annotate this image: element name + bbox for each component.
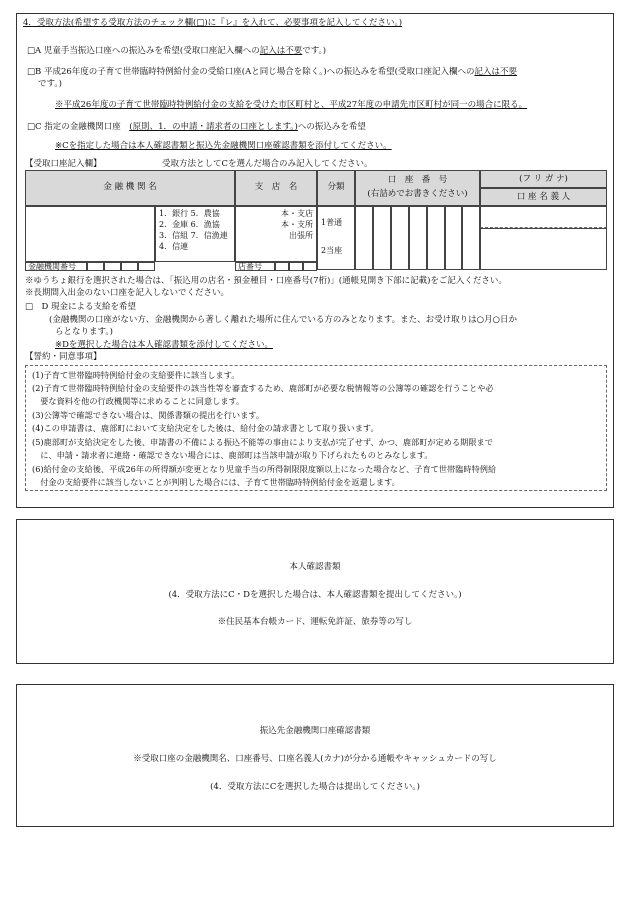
- receipt-method-section: [16, 13, 614, 508]
- header-branch: 支 店 名: [235, 170, 317, 206]
- bank-docs-line1: ※受取口座の金融機関名、口座番号、口座名義人(カナ)が分かる通帳やキャッシュカードの写し: [133, 754, 497, 764]
- option-d-line2: らとなります。): [55, 327, 113, 337]
- option-b-cont: です。): [38, 79, 62, 89]
- bank-code-label: 金融機関番号: [25, 262, 87, 271]
- option-a[interactable]: □A 児童手当振込口座への振込みを希望(受取口座記入欄への記入は不要です。): [27, 46, 327, 56]
- option-c[interactable]: □C 指定の金融機関口座 (原則、1．の申請・請求者の口座とします。)への振込みを希望: [27, 122, 366, 132]
- acct-digit-6[interactable]: [445, 206, 462, 270]
- acct-digit-5[interactable]: [427, 206, 445, 270]
- holder-input[interactable]: [480, 228, 607, 270]
- consent-item: (6)給付金の支給後、平成26年の所得額が変更となり児童手当の所得制限限度額以上になった場合など、子育て世帯臨時特例給: [32, 464, 497, 474]
- header-type: 分類: [317, 170, 355, 206]
- option-b-note: ※平成26年度の子育て世帯臨時特例給付金の支給を受けた市区町村と、平成27年度の申請先市区町村が同一の場合に限る。: [55, 100, 528, 110]
- header-holder: 口 座 名 義 人: [480, 188, 607, 206]
- consent-title: 【誓約・同意事項】: [25, 352, 102, 362]
- bank-code-3[interactable]: [121, 262, 138, 271]
- acct-digit-1[interactable]: [355, 206, 373, 270]
- option-d[interactable]: □ D 現金による支給を希望: [25, 302, 137, 312]
- consent-item: (1)子育て世帯臨時特例給付金の支給要件に該当します。: [32, 370, 240, 380]
- consent-item: に、申請・請求者に連絡・確認できない場合には、鹿部町は当該申請が取り下げられたものとみなします。: [32, 450, 433, 460]
- bank-name-input[interactable]: [25, 206, 155, 262]
- consent-item: (3)公簿等で確認できない場合は、関係書類の提出を行います。: [32, 410, 265, 420]
- section-title: 4．受取方法(希望する受取方法のチェック欄(□)に『レ』を入れて、必要事項を記入してください。): [23, 18, 403, 28]
- consent-item: (2)子育て世帯臨時特例給付金の支給要件の該当性等を審査するため、鹿部町が必要な税情報等の公簿等の確認を行うことや必: [32, 383, 494, 393]
- id-docs-line2: ※住民基本台帳カード、運転免許証、旅券等の写し: [217, 617, 413, 627]
- id-docs-title: 本人確認書類: [289, 562, 341, 572]
- option-b[interactable]: □B 平成26年度の子育て世帯臨時特例給付金の受給口座(Aと同じ場合を除く。)への振込みを希望(受取口座記入欄への記入は不要: [27, 67, 517, 77]
- long-term-note: ※長期間入出金のない口座を記入しないでください。: [25, 288, 230, 298]
- option-d-note: ※Dを選択した場合は本人確認書類を添付してください。: [55, 340, 273, 350]
- account-subtitle: 受取方法としてCを選んだ場合のみ記入してください。: [162, 159, 373, 169]
- consent-item: (5)鹿部町が支給決定をした後、申請書の不備による振込不能等の事由により支払が完了せず、かつ、鹿部町が定める期限まで: [32, 437, 493, 447]
- option-c-note: ※Cを指定した場合は本人確認書類と振込先金融機関口座確認書類を添付してください。: [55, 141, 392, 151]
- consent-item: 要な資料を他の行政機関等に求めることに同意します。: [32, 396, 245, 406]
- bank-type-list: 1．銀行 5．農協 2．金庫 6．漁協 3．信組 7．信漁連 4．信連: [155, 206, 235, 262]
- bank-code-1[interactable]: [87, 262, 104, 271]
- header-kana: (フ リ ガ ナ): [480, 170, 607, 188]
- branch-code-label: 店番号: [235, 262, 275, 271]
- bank-documents-box: [16, 684, 614, 827]
- acct-digit-7[interactable]: [462, 206, 480, 270]
- acct-digit-4[interactable]: [409, 206, 427, 270]
- id-documents-box: [16, 519, 614, 664]
- branch-code-2[interactable]: [289, 262, 303, 271]
- consent-item: 付金の支給要件に該当しないことが判明した場合には、子育て世帯臨時特例給付金を返還します。: [32, 477, 400, 487]
- acct-digit-3[interactable]: [391, 206, 409, 270]
- yucho-note: ※ゆうちょ銀行を選択された場合は、「振込用の店名・預金種目・口座番号(7桁)」(通帳見開き下部に記載)をご記入ください。: [25, 276, 507, 286]
- acct-digit-2[interactable]: [373, 206, 391, 270]
- bank-docs-line2: (4．受取方法にCを選択した場合は提出してください。): [210, 782, 420, 792]
- branch-code-1[interactable]: [275, 262, 289, 271]
- consent-box: [25, 365, 607, 491]
- account-table: [25, 170, 607, 270]
- branch-name-input[interactable]: 本・支店 本・支所 出張所: [235, 206, 317, 262]
- header-bank: 金 融 機 関 名: [25, 170, 235, 206]
- bank-code-4[interactable]: [138, 262, 155, 271]
- kana-input[interactable]: [480, 206, 607, 228]
- bank-code-2[interactable]: [104, 262, 121, 271]
- consent-item: (4)この申請書は、鹿部町において支給決定をした後は、給付金の請求書として取り扱います。: [32, 423, 379, 433]
- bank-docs-title: 振込先金融機関口座確認書類: [259, 726, 371, 736]
- header-acct-no: 口 座 番 号 (右詰めでお書きください): [355, 170, 480, 206]
- account-title: 【受取口座記入欄】: [25, 159, 102, 169]
- branch-code-3[interactable]: [303, 262, 317, 271]
- option-d-line1: (金融機関の口座がない方、金融機関から著しく離れた場所に住んでいる方のみとなります。また、お受け取りは○月○日か: [49, 315, 517, 325]
- account-type-select[interactable]: 1普通 2当座: [317, 206, 355, 270]
- id-docs-line1: (4．受取方法にC・Dを選択した場合は、本人確認書類を提出してください。): [168, 590, 462, 600]
